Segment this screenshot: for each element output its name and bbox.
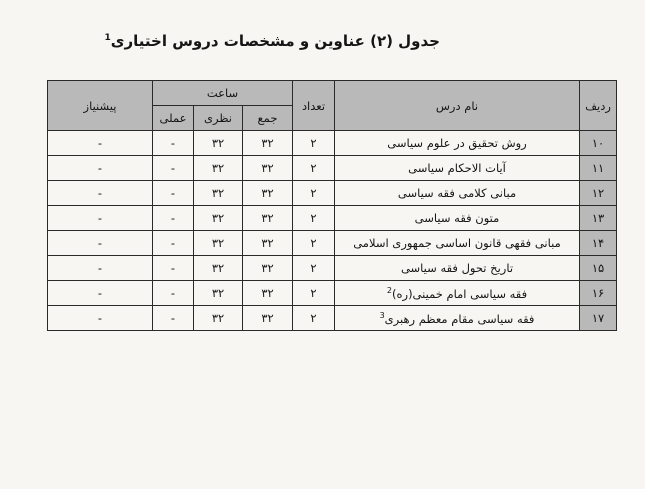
course-name	[335, 181, 580, 206]
course-units: ۲	[293, 156, 335, 181]
hours-total: ۳۲	[243, 181, 293, 206]
hours-theory: ۳۲	[194, 156, 243, 181]
hours-practical: -	[153, 256, 194, 281]
course-units: ۲	[293, 306, 335, 331]
row-number: ۱۷	[580, 306, 617, 331]
hours-practical: -	[153, 206, 194, 231]
hours-total: ۳۲	[243, 231, 293, 256]
course-name	[335, 256, 580, 281]
course-name-text: مبانی کلامی فقه سیاسی	[397, 186, 517, 200]
hours-total: ۳۲	[243, 281, 293, 306]
course-name-text: تاریخ تحول فقه سیاسی	[400, 261, 514, 275]
row-number: ۱۶	[580, 281, 617, 306]
table-row	[48, 306, 617, 331]
course-prerequisite: -	[48, 181, 153, 206]
table-title	[104, 28, 440, 51]
header-theory: نظری	[194, 106, 243, 131]
row-number: ۱۵	[580, 256, 617, 281]
row-number: ۱۲	[580, 181, 617, 206]
hours-total: ۳۲	[243, 306, 293, 331]
hours-theory: ۳۲	[194, 181, 243, 206]
course-units: ۲	[293, 181, 335, 206]
table-row	[48, 231, 617, 256]
course-units: ۲	[293, 131, 335, 156]
hours-theory: ۳۲	[194, 256, 243, 281]
header-units: تعداد	[293, 81, 335, 131]
course-name	[335, 156, 580, 181]
header-course-name: نام درس	[335, 81, 580, 131]
course-prerequisite: -	[48, 131, 153, 156]
row-number: ۱۱	[580, 156, 617, 181]
hours-total: ۳۲	[243, 206, 293, 231]
title-footnote-marker: 1	[104, 33, 111, 43]
course-prerequisite: -	[48, 231, 153, 256]
table-row	[48, 206, 617, 231]
header-prerequisite: پیشنیاز	[48, 81, 153, 131]
hours-practical: -	[153, 181, 194, 206]
course-name	[335, 206, 580, 231]
course-name	[335, 231, 580, 256]
course-name-text: فقه سیاسی امام خمینی(ره)	[392, 286, 528, 301]
hours-total: ۳۲	[243, 131, 293, 156]
header-total: جمع	[243, 106, 293, 131]
course-name	[335, 131, 580, 156]
course-units: ۲	[293, 281, 335, 306]
course-prerequisite: -	[48, 206, 153, 231]
table-header	[48, 81, 617, 131]
table-row	[48, 181, 617, 206]
row-number: ۱۰	[580, 131, 617, 156]
elective-courses-table	[47, 80, 617, 331]
hours-theory: ۳۲	[194, 231, 243, 256]
table-row	[48, 131, 617, 156]
footnote-marker: 2	[386, 285, 392, 295]
table-row	[48, 256, 617, 281]
hours-theory: ۳۲	[194, 131, 243, 156]
row-number: ۱۳	[580, 206, 617, 231]
header-practical: عملی	[153, 106, 194, 131]
course-units: ۲	[293, 231, 335, 256]
course-prerequisite: -	[48, 156, 153, 181]
course-name-text: آیات الاحکام سیاسی	[408, 161, 506, 175]
hours-practical: -	[153, 231, 194, 256]
hours-total: ۳۲	[243, 256, 293, 281]
course-name	[335, 281, 580, 306]
table-row	[48, 156, 617, 181]
course-prerequisite: -	[48, 306, 153, 331]
course-name-text: روش تحقیق در علوم سیاسی	[387, 136, 527, 150]
hours-theory: ۳۲	[194, 281, 243, 306]
course-prerequisite: -	[48, 256, 153, 281]
course-name-text: فقه سیاسی مقام معظم رهبری	[384, 311, 535, 326]
course-name	[335, 306, 580, 331]
hours-practical: -	[153, 131, 194, 156]
header-hours: ساعت	[153, 81, 293, 106]
table-title-text: جدول (۲) عناوین و مشخصات دروس اختیاری	[110, 32, 440, 50]
table-body	[48, 131, 617, 331]
course-units: ۲	[293, 206, 335, 231]
header-row-no: ردیف	[580, 81, 617, 131]
course-units: ۲	[293, 256, 335, 281]
table-row	[48, 281, 617, 306]
hours-practical: -	[153, 306, 194, 331]
hours-total: ۳۲	[243, 156, 293, 181]
footnote-marker: 3	[379, 310, 385, 320]
hours-theory: ۳۲	[194, 306, 243, 331]
course-name-text: متون فقه سیاسی	[414, 211, 500, 225]
hours-practical: -	[153, 156, 194, 181]
row-number: ۱۴	[580, 231, 617, 256]
hours-practical: -	[153, 281, 194, 306]
hours-theory: ۳۲	[194, 206, 243, 231]
course-name-text: مبانی فقهی قانون اساسی جمهوری اسلامی	[353, 236, 561, 250]
course-prerequisite: -	[48, 281, 153, 306]
